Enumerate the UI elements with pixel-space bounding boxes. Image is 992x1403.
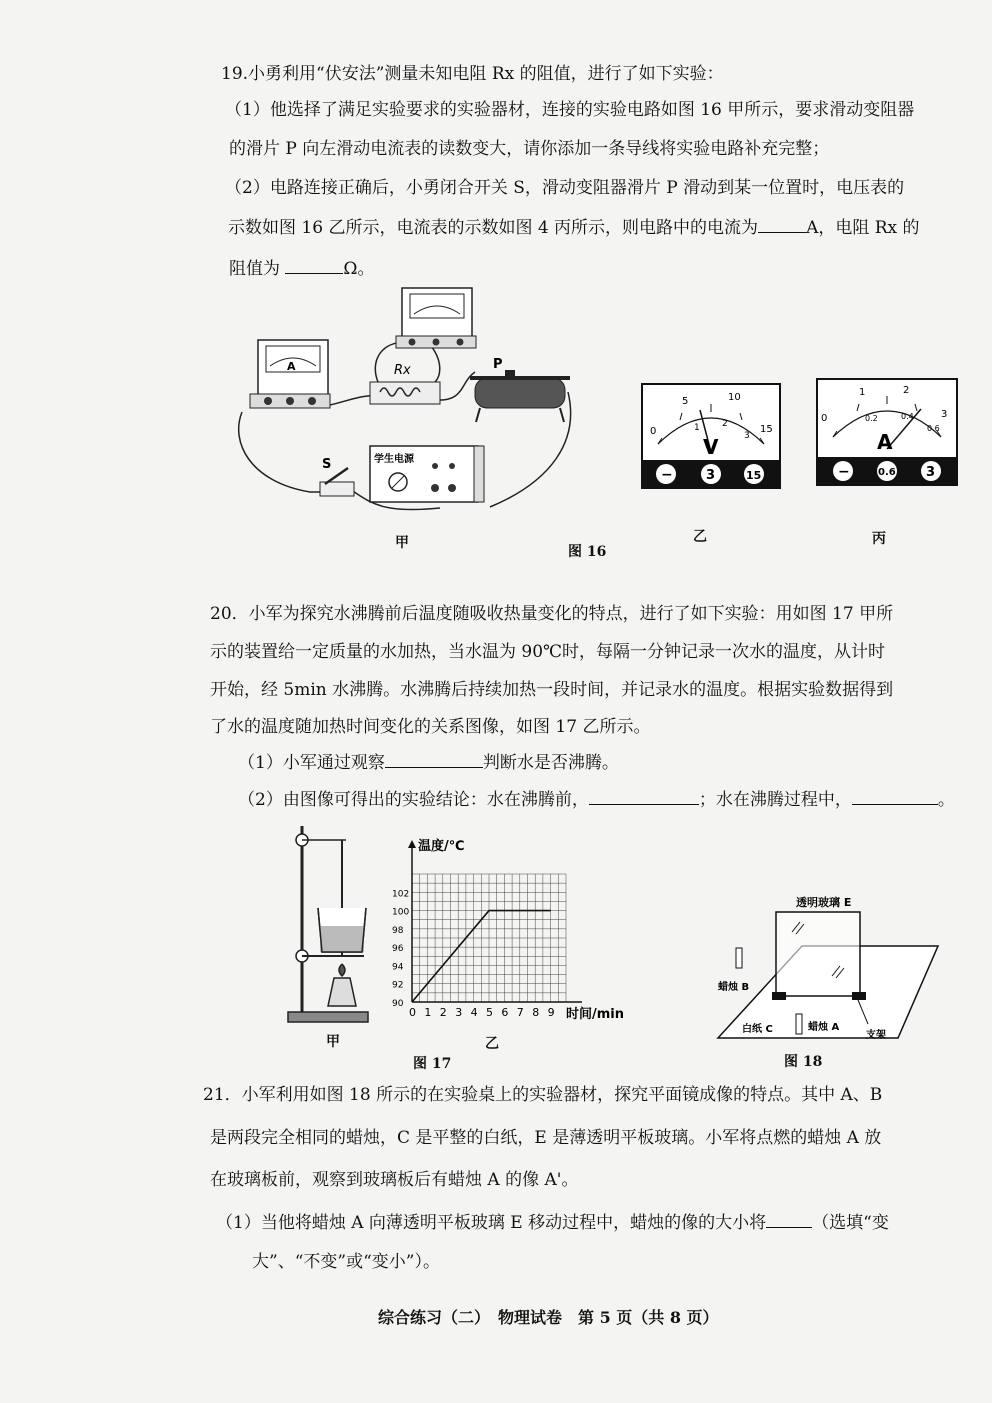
water	[320, 926, 364, 952]
ammeter-inner-label-04: 0.4	[901, 412, 914, 421]
q21-line3: 在玻璃板前，观察到玻璃板后有蜡烛 A 的像 A'。	[210, 1170, 579, 1190]
voltmeter-glyph: V	[703, 435, 719, 459]
image-size-answer-blank[interactable]	[766, 1212, 812, 1228]
candle-b-label: 蜡烛 B	[718, 982, 750, 993]
fig16-label-yi: 乙	[693, 529, 707, 545]
fig16-voltmeter-dial	[640, 382, 782, 494]
q20-sub2	[238, 789, 955, 810]
q19-part2-line1: （2）电路连接正确后，小勇闭合开关 S，滑动变阻器滑片 P 滑动到某一位置时，电压表的	[225, 178, 905, 198]
ammeter-terminal-06: 0.6	[878, 467, 896, 478]
fig16-label-jia: 甲	[395, 535, 409, 551]
voltmeter-terminal-15: 15	[746, 469, 762, 482]
stand-label: 支架	[866, 1030, 886, 1040]
q20-line1: 20．小军为探究水沸腾前后温度随吸收热量变化的特点，进行了如下实验：用如图 17 甲所	[210, 604, 894, 624]
voltmeter-inner-label-2: 2	[722, 419, 728, 429]
current-answer-blank[interactable]	[758, 217, 806, 233]
fig17-label-jia: 甲	[326, 1034, 340, 1050]
voltmeter-terminal-neg: −	[661, 467, 673, 483]
q19-current-prompt: 示数如图 16 乙所示，电流表的示数如图 4 丙所示，则电路中的电流为	[228, 218, 759, 238]
chart-y-ticks	[392, 889, 409, 1009]
flame	[339, 964, 345, 976]
stand-right	[852, 992, 866, 1000]
fig16-circuit	[230, 282, 590, 522]
y-tick-label: 100	[392, 907, 410, 918]
stand-left	[772, 992, 786, 1000]
x-tick-label: 9	[547, 1006, 555, 1019]
y-tick-label: 96	[392, 944, 404, 955]
q20-sub2-middle: ；水在沸腾过程中，	[698, 790, 852, 810]
rheostat	[470, 357, 570, 422]
alcohol-lamp	[328, 978, 356, 1006]
q20-sub1-prompt: （1）小军通过观察	[238, 753, 385, 773]
voltmeter-device	[396, 288, 476, 348]
q20-sub2-end: 。	[937, 790, 955, 810]
fig16-label-bing: 丙	[872, 531, 886, 547]
q20-line4: 了水的温度随加热时间变化的关系图像，如图 17 乙所示。	[210, 717, 651, 737]
observation-answer-blank[interactable]	[385, 752, 483, 768]
ammeter-inner-label-02: 0.2	[865, 414, 878, 423]
ammeter-outer-label-1: 1	[859, 387, 866, 398]
switch-s-label: S	[322, 457, 332, 472]
q21-line1: 21．小军利用如图 18 所示的在实验桌上的实验器材，探究平面镜成像的特点。其中 A、B	[203, 1085, 883, 1105]
voltmeter-outer-label-10: 10	[728, 392, 741, 403]
ammeter-outer-label-2: 2	[903, 385, 910, 396]
switch-s	[320, 457, 354, 496]
q20-sub1	[238, 752, 619, 773]
ammeter-outer-label-0: 0	[821, 413, 828, 424]
rx-label: Rx	[394, 363, 411, 378]
rheostat-p-label: P	[493, 357, 503, 372]
voltmeter-inner-label-1: 1	[694, 423, 700, 433]
ammeter-small-glyph: A	[287, 360, 296, 373]
x-tick-label: 3	[455, 1006, 463, 1019]
q19-part1-line1: （1）他选择了满足实验要求的实验器材，连接的实验电路如图 16 甲所示，要求滑动变阻器	[225, 100, 915, 120]
y-tick-label: 90	[392, 999, 404, 1009]
resistance-answer-blank[interactable]	[285, 258, 343, 274]
resistor-rx	[370, 363, 440, 404]
x-tick-label: 7	[516, 1006, 524, 1019]
q20-line2: 示的装置给一定质量的水加热，当水温为 90℃时，每隔一分钟记录一次水的温度，从计时	[210, 642, 886, 662]
x-tick-label: 2	[439, 1006, 447, 1019]
ammeter-outer-label-3: 3	[941, 409, 948, 420]
chart-y-axis-label: 温度/℃	[418, 839, 465, 854]
wire-rx-rheostat	[435, 372, 475, 400]
x-tick-label: 5	[486, 1006, 493, 1019]
q20-line3: 开始，经 5min 水沸腾。水沸腾后持续加热一段时间，并记录水的温度。根据实验数据得到	[210, 680, 894, 700]
fig17-caption: 图 17	[413, 1056, 452, 1072]
fig16-caption: 图 16	[568, 544, 607, 560]
glass-plate	[776, 912, 860, 996]
y-axis-arrow	[408, 840, 416, 848]
q19-part1-line2: 的滑片 P 向左滑动电流表的读数变大，请你添加一条导线将实验电路补充完整；	[229, 139, 830, 159]
voltmeter-terminal-3: 3	[706, 468, 716, 483]
chart-grid	[412, 874, 566, 1002]
wire-ammeter-switch	[239, 412, 325, 492]
chart-x-axis-label: 时间/min	[566, 1007, 625, 1022]
glass-e-label: 透明玻璃 E	[796, 896, 852, 909]
power-supply	[370, 446, 484, 502]
voltmeter-outer-label-15: 15	[760, 424, 773, 435]
candle-b	[736, 948, 742, 968]
q20-sub1-suffix: 判断水是否沸腾。	[482, 753, 619, 773]
power-supply-label: 学生电源	[374, 454, 414, 465]
voltmeter-outer-label-0: 0	[650, 426, 657, 437]
q19-part2-line3	[229, 258, 375, 279]
x-tick-label: 1	[424, 1006, 432, 1019]
q19-resistance-unit: Ω。	[343, 259, 375, 279]
ammeter-device	[250, 340, 330, 408]
fig17-label-yi: 乙	[485, 1036, 499, 1052]
fig18-mirror-setup	[712, 888, 942, 1040]
q19-part2-line2	[228, 217, 920, 238]
q20-sub2-prompt: （2）由图像可得出的实验结论：水在沸腾前，	[238, 790, 589, 810]
voltmeter-inner-label-3: 3	[744, 431, 750, 441]
y-tick-label: 92	[392, 980, 404, 991]
paper-c-label: 白纸 C	[742, 1024, 773, 1035]
candle-a-label: 蜡烛 A	[808, 1022, 840, 1033]
x-tick-label: 4	[470, 1006, 478, 1019]
ammeter-terminal-3: 3	[926, 465, 936, 480]
ammeter-inner-label-06: 0.6	[927, 424, 940, 433]
q19-title: 19.小勇利用“伏安法”测量未知电阻 Rx 的阻值，进行了如下实验：	[221, 64, 724, 84]
chart-x-ticks	[409, 1006, 555, 1019]
y-tick-label: 94	[392, 962, 404, 973]
x-tick-label: 8	[532, 1006, 540, 1019]
x-tick-label: 0	[409, 1006, 416, 1019]
during-boiling-answer-blank[interactable]	[852, 789, 938, 805]
candle-a	[796, 1014, 802, 1034]
q21-line2: 是两段完全相同的蜡烛，C 是平整的白纸，E 是薄透明平板玻璃。小军将点燃的蜡烛 A 放	[210, 1128, 882, 1148]
chart-axes	[408, 840, 582, 1002]
y-tick-label: 98	[392, 925, 404, 936]
voltmeter-outer-label-5: 5	[682, 396, 689, 407]
ammeter-glyph: A	[877, 430, 893, 454]
x-tick-label: 6	[501, 1006, 509, 1019]
q19-current-unit: A，电阻 Rx 的	[806, 218, 920, 238]
ammeter-terminal-neg: −	[838, 464, 850, 480]
y-tick-label: 102	[392, 889, 410, 900]
q21-sub1-options-start: （选填“变	[812, 1213, 889, 1233]
fig17-apparatus	[284, 818, 380, 1028]
q21-sub1-prompt: （1）当他将蜡烛 A 向薄透明平板玻璃 E 移动过程中，蜡烛的像的大小将	[216, 1213, 767, 1233]
fig16-ammeter-dial	[815, 377, 959, 489]
q19-resistance-prompt: 阻值为	[229, 259, 280, 279]
stand-base	[288, 1012, 368, 1022]
page-footer: 综合练习（二） 物理试卷 第 5 页（共 8 页）	[378, 1308, 719, 1327]
wire-rheostat-power	[490, 392, 571, 507]
before-boiling-answer-blank[interactable]	[589, 789, 699, 805]
fig18-caption: 图 18	[784, 1054, 823, 1070]
fig17-temperature-chart	[390, 838, 640, 1028]
q21-sub1-options-end: 大”、“不变”或“变小”）。	[252, 1252, 440, 1272]
q21-sub1	[216, 1212, 889, 1233]
